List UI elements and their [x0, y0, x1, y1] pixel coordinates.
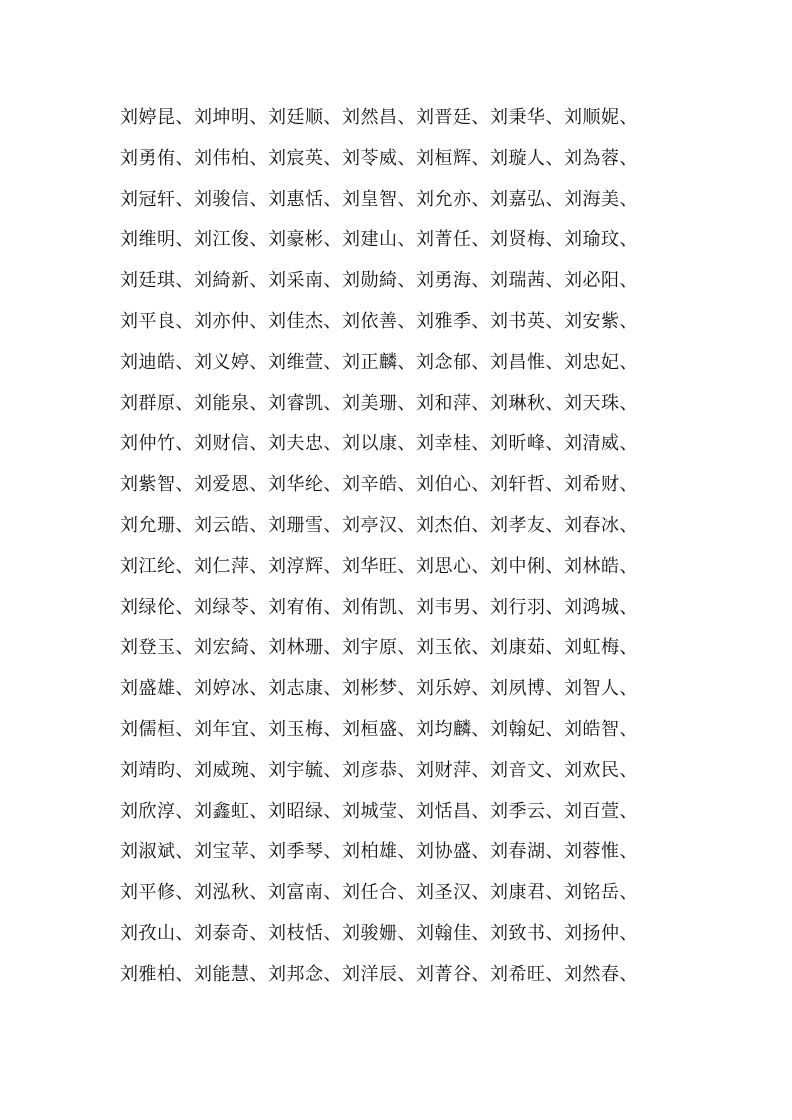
text-line: 刘廷琪、刘綺新、刘采南、刘勋綺、刘勇海、刘瑞茜、刘必阳、	[120, 270, 638, 292]
name-list	[120, 98, 680, 996]
text-line: 刘勇侑、刘伟柏、刘宸英、刘苓威、刘桓辉、刘璇人、刘為蓉、	[120, 147, 638, 169]
text-line: 刘维明、刘江俊、刘豪彬、刘建山、刘菁任、刘贤梅、刘瑜玟、	[120, 229, 638, 251]
text-line: 刘盛雄、刘婷冰、刘志康、刘彬梦、刘乐婷、刘夙博、刘智人、	[120, 678, 638, 700]
text-line: 刘雅柏、刘能慧、刘邦念、刘洋辰、刘菁谷、刘希旺、刘然春、	[120, 963, 638, 985]
text-line: 刘淑斌、刘宝苹、刘季琴、刘柏雄、刘协盛、刘春湖、刘蓉惟、	[120, 841, 638, 863]
text-line: 刘欣淳、刘鑫虹、刘昭绿、刘城莹、刘恬昌、刘季云、刘百萱、	[120, 800, 638, 822]
text-line: 刘平修、刘泓秋、刘富南、刘任合、刘圣汉、刘康君、刘铭岳、	[120, 882, 638, 904]
text-line: 刘冠轩、刘骏信、刘惠恬、刘皇智、刘允亦、刘嘉弘、刘海美、	[120, 188, 638, 210]
text-line: 刘儒桓、刘年宜、刘玉梅、刘桓盛、刘均麟、刘翰妃、刘皓智、	[120, 718, 638, 740]
text-line: 刘群原、刘能泉、刘睿凯、刘美珊、刘和萍、刘琳秋、刘天珠、	[120, 392, 638, 414]
text-line: 刘迪皓、刘义婷、刘维萱、刘正麟、刘念郁、刘昌惟、刘忠妃、	[120, 351, 638, 373]
text-line: 刘绿伦、刘绿苓、刘宥侑、刘侑凯、刘韦男、刘行羽、刘鸿城、	[120, 596, 638, 618]
text-line: 刘婷昆、刘坤明、刘廷顺、刘然昌、刘晋廷、刘秉华、刘顺妮、	[120, 107, 638, 128]
text-line: 刘孜山、刘泰奇、刘枝恬、刘骏姗、刘翰佳、刘致书、刘扬仲、	[120, 922, 638, 944]
text-line: 刘仲竹、刘财信、刘夫忠、刘以康、刘幸桂、刘昕峰、刘清威、	[120, 433, 638, 455]
text-line: 刘江纶、刘仁萍、刘淳辉、刘华旺、刘思心、刘中俐、刘林皓、	[120, 555, 638, 577]
text-line: 刘紫智、刘爱恩、刘华纶、刘辛皓、刘伯心、刘轩哲、刘希财、	[120, 474, 638, 496]
text-line: 刘登玉、刘宏綺、刘林珊、刘宇原、刘玉依、刘康茹、刘虹梅、	[120, 637, 638, 659]
text-line: 刘平良、刘亦仲、刘佳杰、刘依善、刘雅季、刘书英、刘安紫、	[120, 310, 638, 332]
text-line: 刘靖昀、刘威琬、刘宇毓、刘彦恭、刘财萍、刘音文、刘欢民、	[120, 759, 638, 781]
text-line: 刘允珊、刘云皓、刘珊雪、刘亭汉、刘杰伯、刘孝友、刘春冰、	[120, 514, 638, 536]
